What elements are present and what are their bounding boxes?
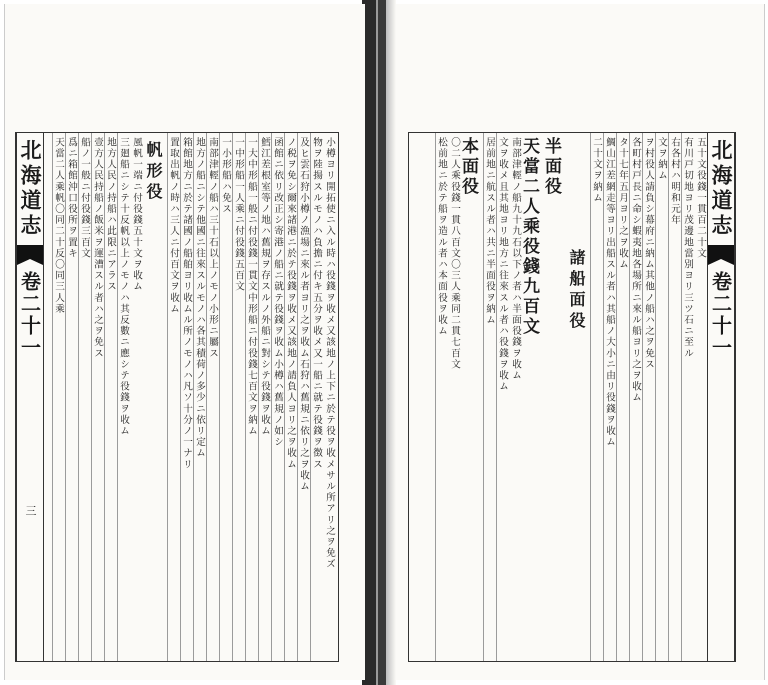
text-column: 爲ニ箱館沖口役所ヲ置キ — [65, 133, 78, 661]
text-column: 鱈江差根室等ノ地ハ舊規ヲ存スルノ外船ニ對シテ役錢ヲ收ム — [258, 133, 271, 661]
left-folio: 三 — [24, 505, 37, 516]
text-column: タ十七年五月ヨリ之ヲ收ム — [616, 133, 629, 661]
text-column: 三廻船ニシテ十反帆以上ノモノハ其反數ニ應シテ役錢ヲ收ム — [117, 133, 130, 661]
text-column: 風帆一端ニ付役錢五十文ヲ收ム — [131, 137, 142, 293]
subheading-hanmen-yaku: 半面役 — [541, 137, 561, 197]
rate-line-heading: 天當二人乘役錢九百文 — [519, 137, 539, 337]
text-column: 有川戸切地ヨリ茂邊地當別ヨリ三ツ石ニ至ル — [681, 133, 694, 661]
text-column: 右各村ハ明和元年 — [668, 133, 681, 661]
left-head-ornament — [17, 245, 43, 265]
text-column: 一小形船ハ免ス — [219, 133, 232, 661]
text-column: 及ヒ雲石狩小樽ノ漁場ニ來ル者ヨリ之ヲ收ム石狩ハ舊規ニ依リ之ヲ收ム — [297, 133, 310, 661]
text-column: 置取出帆ノ時ハ三人ニ付百文ヲ收ム — [167, 133, 180, 661]
text-column: 文ヲ納ム — [655, 133, 668, 661]
text-column: 五十文役錢一貫百二十文 — [695, 137, 706, 260]
text-column: 物ヲ陸揚スルモノハ負擔ニ付キ五分ヲ收メ又一船ニ就テ役錢ヲ徴ス — [310, 133, 323, 661]
text-column: ヲ村役人請負シ幕府ニ納ム其他ノ船ハ之ヲ免ス — [642, 133, 655, 661]
right-running-head — [707, 133, 735, 661]
right-columns — [409, 133, 707, 661]
text-column: 函館ニ依リ改正シ寄港ノ船ニ就テ役錢ヲ收ム小樽ハ舊規ノ如シ — [271, 133, 284, 661]
text-column: 南部津輕ノ船九十九石以下ノ者ハ半面役錢ヲ收ム — [510, 137, 521, 382]
right-text-frame — [408, 132, 736, 662]
left-volume-label: 卷二十一 — [17, 271, 42, 359]
text-column: 地方人民ノ持船ハ此限ニアラス — [104, 133, 117, 661]
text-column: 船ノ一般ニ付役錢三百文 — [78, 133, 91, 661]
right-page — [396, 4, 765, 680]
subheading-honmen-yaku: 本面役 — [458, 137, 478, 197]
text-column: 居前地ニ航スル者ハ共ニ半面役ヲ納ム — [483, 133, 496, 661]
text-column: 小樽ヨリ開拓使ニ入ル時ハ役錢ヲ收メ又該地ノ上下ニ於テ役ヲ收メサル所アリ之ヲ免ズ — [324, 137, 335, 570]
left-running-title: 北海道志 — [18, 139, 43, 239]
text-column: ノ税ヲ免シ爾來諸港ニ於テ役錢ヲ收メ又該地ノ請負人ヨリ之ヲ收ム — [284, 133, 297, 661]
right-volume-label: 卷二十一 — [708, 271, 733, 359]
book-gutter-edge — [386, 0, 396, 685]
text-column: 一大中形船一般ニ付役錢一貫文中形船ニ付役錢七百文ヲ納ム — [245, 133, 258, 661]
text-column: 箱館地方ニ於テ諸國ノ船舶ヨリ收ムル所ノモノハ凡ソ十分ノ一ナリ — [180, 133, 193, 661]
left-page — [4, 4, 365, 680]
text-column: 地方ノ船ニシテ他國ニ往來スルモノハ各其積荷ノ多少ニ依リ定ム — [193, 133, 206, 661]
right-running-title: 北海道志 — [709, 139, 734, 239]
right-head-ornament — [708, 245, 734, 265]
text-column: 文ヲ收メ且其地ヨリ地方ニ往來スル者ハ役錢ヲ收ム — [496, 133, 509, 661]
section-heading-shosen-menyaku: 諸船面役 — [567, 249, 586, 333]
text-column: 一中形船一人乘ニ付役錢五百文 — [232, 133, 245, 661]
text-column: 松前地ニ於テ船ヲ造ル者ハ本面役ヲ收ム — [435, 133, 448, 661]
text-column: 鯛山江差網走等ヨリ出船スル者ハ其船ノ大小ニ由リ役錢ヲ收ム — [603, 133, 616, 661]
text-column: 二十文ヲ納ム — [590, 133, 603, 661]
text-column: 南部津輕ノ船ハ三十石以上ノモノ小形ニ屬ス — [206, 133, 219, 661]
left-text-frame — [15, 132, 339, 662]
text-column: 各町村戸長ニ命シ蝦夷地各場所ニ來ル船ヨリ之ヲ收ム — [629, 133, 642, 661]
text-column: 〇二人乘役錢一貫八百文〇三人乘同二貫七百文 — [449, 137, 460, 371]
book-gutter-shadow-right — [378, 0, 386, 685]
section-heading-hokei: 帆形役 — [144, 141, 163, 204]
left-running-head — [16, 133, 44, 661]
text-column: 壹方人民持船ノ飯米ヲ運漕スル者ハ之ヲ免ス — [91, 133, 104, 661]
left-columns — [44, 133, 336, 661]
text-column: 天當二人乘帆〇同二十反〇同三人乘 — [52, 133, 65, 661]
